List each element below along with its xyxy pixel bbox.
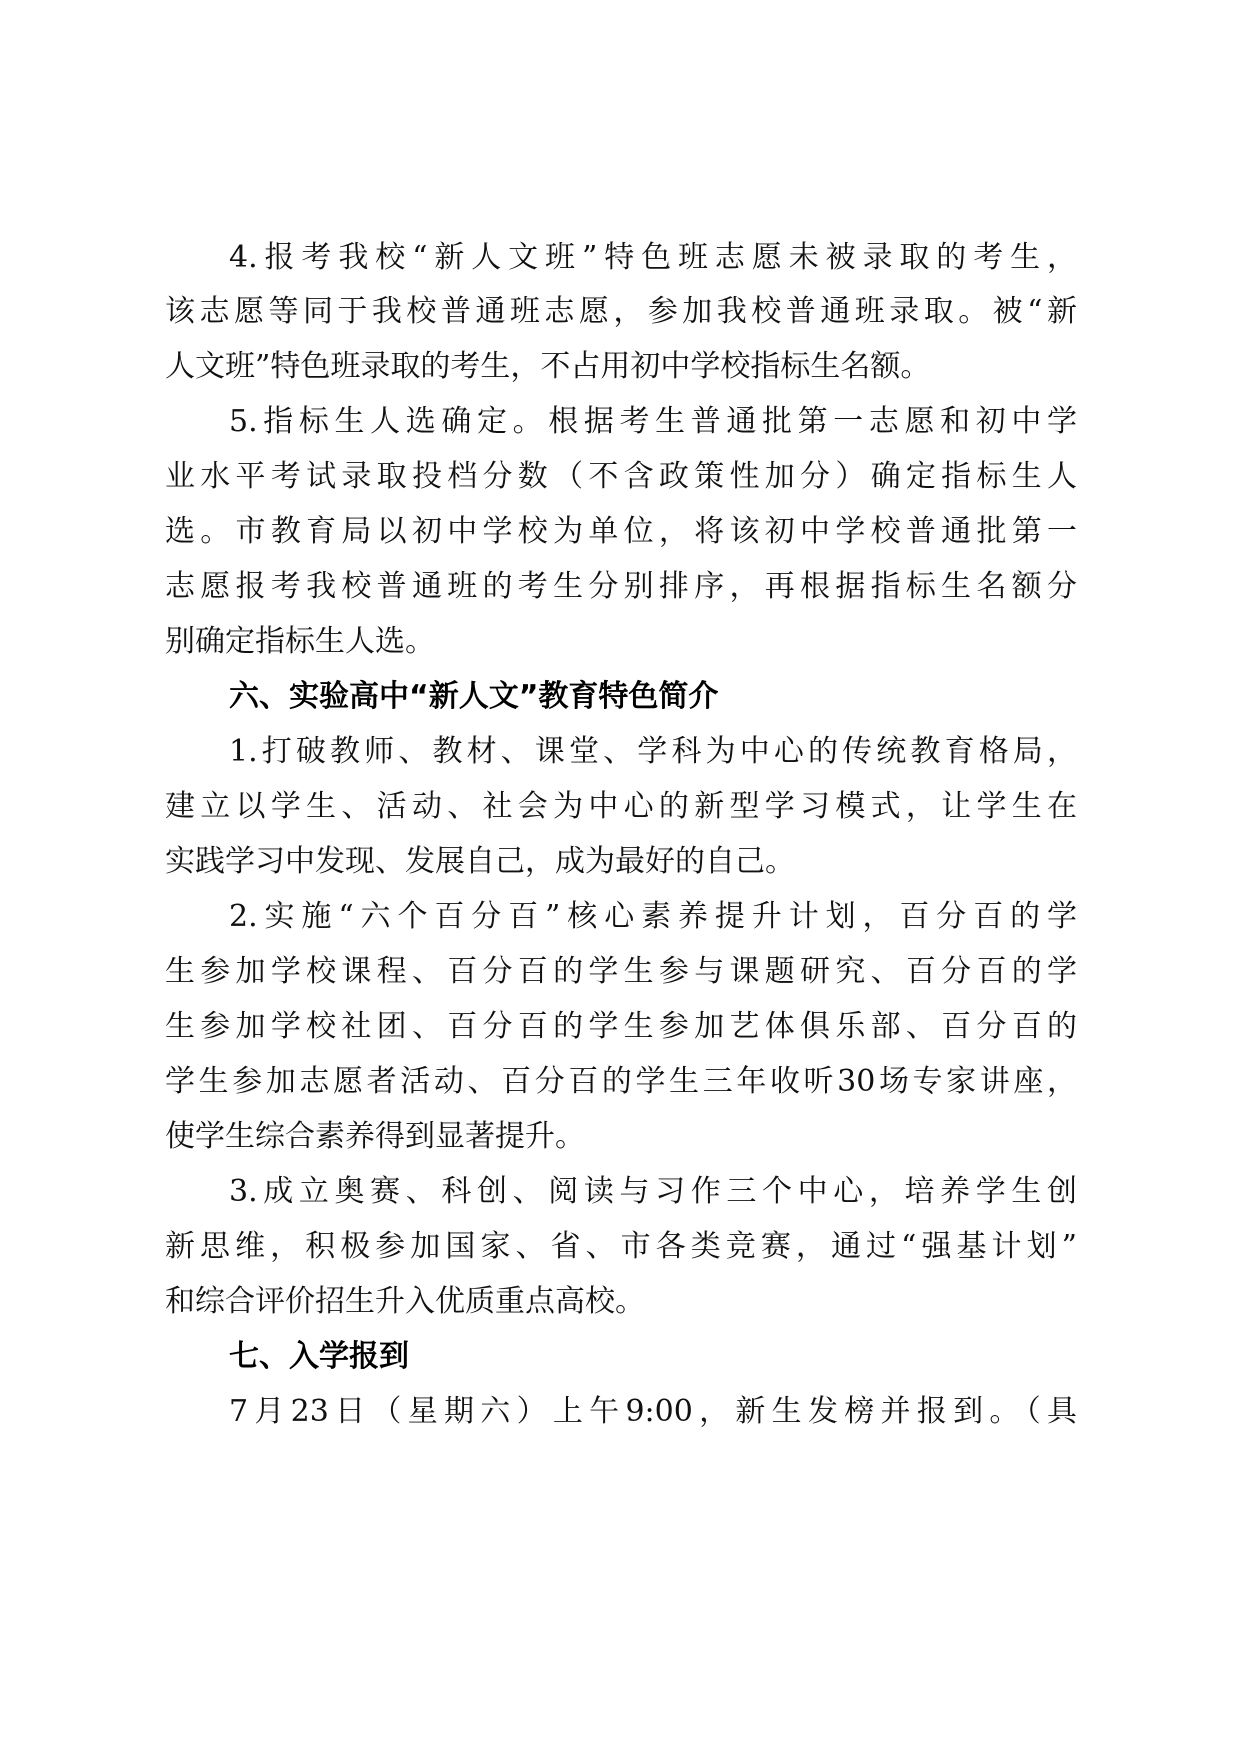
paragraph-6-2-line-3: 生参加学校社团、百分百的学生参加艺体俱乐部、百分百的 [165,1009,1077,1044]
paragraph-5-line-5: 别确定指标生人选。 [165,624,435,659]
paragraph-6-3-line-2: 新思维，积极参加国家、省、市各类竞赛，通过“强基计划” [165,1229,1077,1264]
paragraph-4-line-2: 该志愿等同于我校普通班志愿，参加我校普通班录取。被“新 [165,294,1077,329]
paragraph-6-3-line-1: 3.成立奥赛、科创、阅读与习作三个中心，培养学生创 [229,1174,1077,1209]
paragraph-6-2-line-1: 2.实施“六个百分百”核心素养提升计划，百分百的学 [229,899,1077,934]
section-heading-7: 七、入学报到 [229,1339,409,1374]
paragraph-7-line-1: 7月23日（星期六）上午9:00，新生发榜并报到。（具 [229,1394,1077,1429]
section-heading-6: 六、实验高中“新人文”教育特色简介 [229,679,719,714]
paragraph-5-line-2: 业水平考试录取投档分数（不含政策性加分）确定指标生人 [165,459,1077,494]
paragraph-5-line-3: 选。市教育局以初中学校为单位，将该初中学校普通批第一 [165,514,1077,549]
paragraph-6-2-line-4: 学生参加志愿者活动、百分百的学生三年收听30场专家讲座， [165,1064,1077,1099]
paragraph-6-1-line-1: 1.打破教师、教材、课堂、学科为中心的传统教育格局， [229,734,1077,769]
paragraph-6-2-line-2: 生参加学校课程、百分百的学生参与课题研究、百分百的学 [165,954,1077,989]
paragraph-6-3-line-3: 和综合评价招生升入优质重点高校。 [165,1284,645,1319]
paragraph-6-1-line-2: 建立以学生、活动、社会为中心的新型学习模式，让学生在 [165,789,1077,824]
paragraph-5-line-4: 志愿报考我校普通班的考生分别排序，再根据指标生名额分 [165,569,1077,604]
paragraph-6-2-line-5: 使学生综合素养得到显著提升。 [165,1119,585,1154]
paragraph-6-1-line-3: 实践学习中发现、发展自己，成为最好的自己。 [165,844,795,879]
paragraph-4-line-1: 4.报考我校“新人文班”特色班志愿未被录取的考生， [229,240,1077,275]
paragraph-5-line-1: 5.指标生人选确定。根据考生普通批第一志愿和初中学 [229,404,1077,439]
paragraph-4-line-3: 人文班”特色班录取的考生，不占用初中学校指标生名额。 [165,349,931,384]
